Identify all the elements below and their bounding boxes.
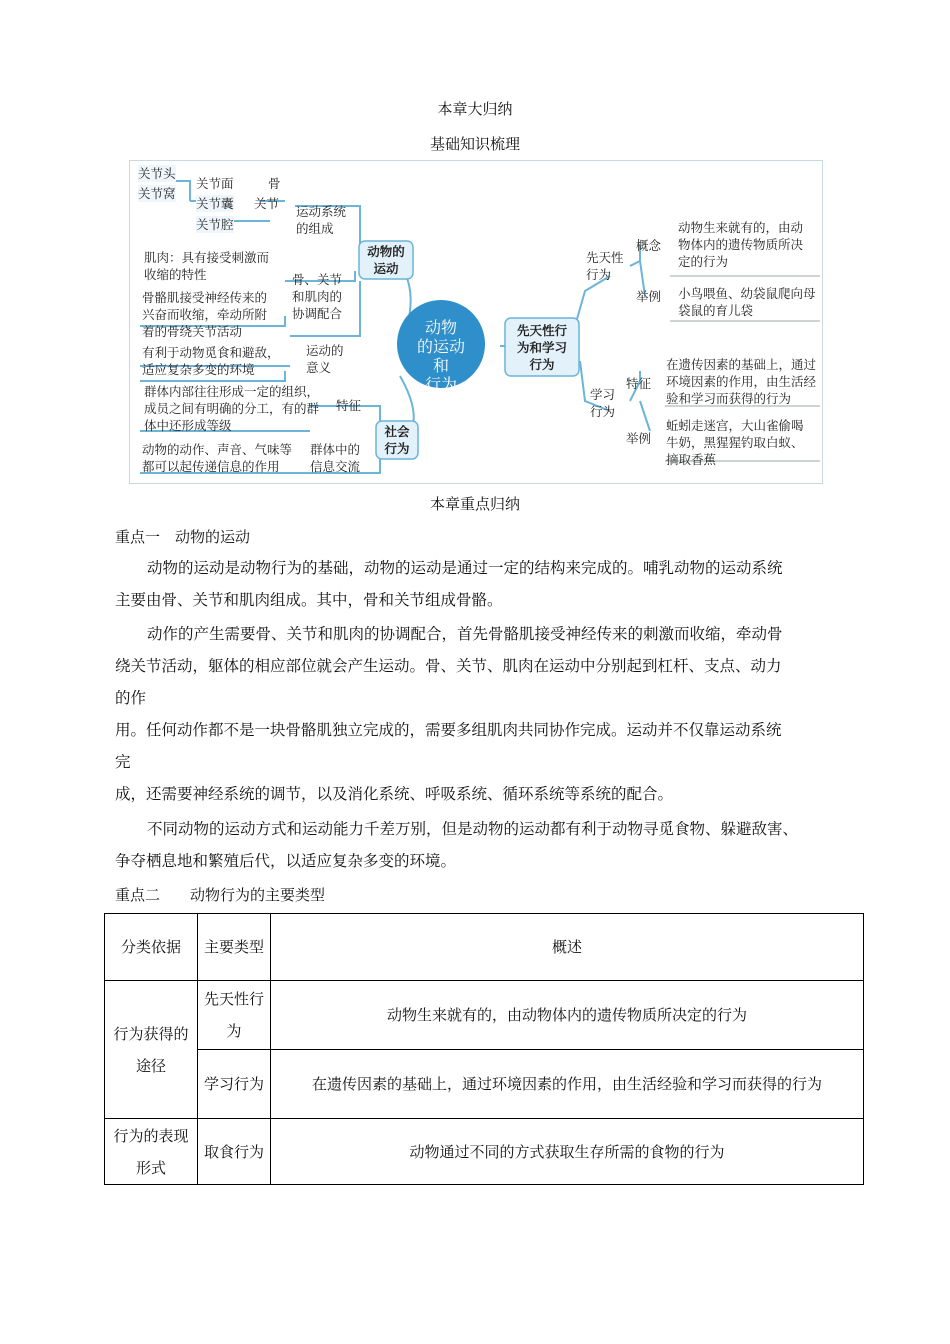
- section1-paragraph3: 不同动物的运动方式和运动能力千差万别，但是动物的运动都有利于动物寻觅食物、躲避敌害、 争夺栖息地和繁殖后代，以适应复杂多变的环境。: [115, 820, 799, 870]
- center-node-label: 动物 的运动和 行为: [416, 318, 465, 394]
- innate-label: 先天性 行为: [586, 250, 624, 282]
- meaning-label: 运动的 意义: [306, 343, 344, 375]
- table-row: [105, 1050, 864, 1119]
- learned-example-label: 举例: [626, 431, 652, 446]
- learned-example-text: 蚯蚓走迷宫，大山雀偷喝 牛奶，黑猩猩钓取白蚁、 摘取香蕉: [666, 418, 804, 467]
- innate-example-text: 小鸟喂鱼、幼袋鼠爬向母 袋鼠的育儿袋: [678, 286, 816, 318]
- meaning-text: 有利于动物觅食和避敌， 适应复杂多变的环境: [142, 345, 280, 377]
- group-text: 群体内部往往形成一定的组织， 成员之间有明确的分工，有的群 体中还形成等级: [144, 384, 320, 433]
- muscle-text: 肌肉：具有接受刺激而 收缩的特性: [144, 250, 270, 282]
- cell-group-acquisition: 行为获得的途径: [105, 981, 198, 1119]
- motion-system-label: 运动系统 的组成: [296, 204, 347, 236]
- chapter-summary-title: 本章大归纳: [437, 100, 513, 118]
- coordination-label: 骨、关节 和肌肉的 协调配合: [292, 272, 343, 321]
- concept-text: 动物生来就有的，由动 物体内的遗传物质所决 定的行为: [678, 220, 804, 269]
- communication-label: 群体中的 信息交流: [310, 442, 361, 474]
- innate-learned-node: 先天性行 为和学习 行为: [516, 323, 567, 372]
- skeletal-muscle-text: 骨骼肌接受神经传来的 兴奋而收缩，牵动所附 着的骨绕关节活动: [142, 290, 268, 339]
- cell-desc-feeding: 动物通过不同的方式获取生存所需的食物的行为: [271, 1119, 864, 1185]
- table-header-row: [105, 914, 864, 981]
- cell-type-learned: 学习行为: [198, 1050, 271, 1119]
- section1-paragraph2: 动作的产生需要骨、关节和肌肉的协调配合，首先骨骼肌接受神经传来的刺激而收缩，牵动骨 绕关节活动，躯体的相应部位就会产生运动。骨、关节、肌肉在运动中分别起到杠杆、支点、动力 的作 用。任何动作都不是一块骨骼肌独立完成的，需要多组肌肉共同协作完成。运动并不仅靠运动系统 完 成，还需要神经系统的调节，以及消化系统、呼吸系统、循环系统等系统的配合。: [115, 625, 783, 803]
- innate-example-label: 举例: [636, 289, 662, 304]
- cell-type-feeding: 取食行为: [198, 1119, 271, 1185]
- cell-group-expression: 行为的表现形式: [105, 1119, 198, 1185]
- header-type: 主要类型: [198, 914, 271, 981]
- section1-paragraph1: 动物的运动是动物行为的基础，动物的运动是通过一定的结构来完成的。哺乳动物的运动系统 主要由骨、关节和肌肉组成。其中，骨和关节组成骨骼。: [115, 559, 783, 609]
- cell-type-innate: 先天性行为: [198, 981, 271, 1050]
- learned-feature-label: 特征: [626, 376, 652, 391]
- joint-capsule-label: 关节囊: [196, 196, 234, 211]
- movement-node: 动物的 运动: [367, 244, 405, 276]
- learned-label: 学习 行为: [590, 387, 616, 419]
- header-overview: 概述: [271, 914, 864, 981]
- section1-heading: 重点一 动物的运动: [115, 528, 251, 546]
- table-row: [105, 981, 864, 1050]
- header-basis: 分类依据: [105, 914, 198, 981]
- table-row: [105, 1119, 864, 1185]
- cell-desc-innate: 动物生来就有的，由动物体内的遗传物质所决定的行为: [271, 981, 864, 1050]
- joint-cavity-label: 关节腔: [196, 217, 234, 232]
- cell-desc-learned: 在遗传因素的基础上，通过环境因素的作用，由生活经验和学习而获得的行为: [271, 1050, 864, 1119]
- communication-text: 动物的动作、声音、气味等 都可以起传递信息的作用: [142, 442, 293, 474]
- social-node: 社会 行为: [384, 424, 410, 456]
- learned-feature-text: 在遗传因素的基础上，通过 环境因素的作用，由生活经 验和学习而获得的行为: [666, 357, 817, 406]
- bone-label: 骨: [268, 176, 281, 191]
- joint-head-label: 关节头: [138, 166, 176, 181]
- joint-socket-label: 关节窝: [138, 186, 176, 201]
- section2-heading: 重点二 动物行为的主要类型: [115, 886, 326, 904]
- concept-label: 概念: [636, 238, 662, 253]
- mind-map: [129, 160, 823, 484]
- joint-surface-label: 关节面: [196, 176, 234, 191]
- joint-label: 关节: [254, 196, 280, 211]
- feature-label: 特征: [336, 398, 362, 413]
- knowledge-map-title: 基础知识梳理: [429, 135, 520, 153]
- behavior-types-table: [104, 913, 864, 1185]
- key-points-title: 本章重点归纳: [429, 495, 520, 513]
